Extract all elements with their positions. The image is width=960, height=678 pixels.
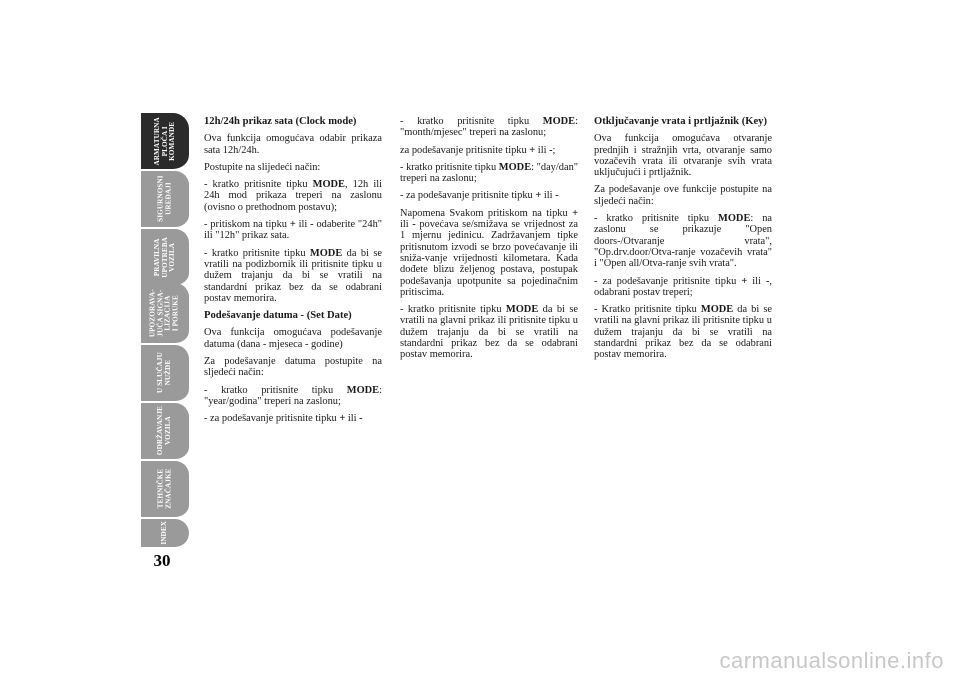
paragraph: Ova funkcija omogućava podešavanje datuma (dana - mjeseca - godine) bbox=[204, 327, 382, 350]
paragraph-note: Napomena Svakom pritiskom na tipku + ili - povećava se/smižava se vrijednost za 1 mjernu jedinicu. Zadržavanjem tipke pritisnutom izvodi se brzo povećavanje ili sniža-vanje vrijednosti kilometara. Kada dođete blizu željenog postava, postupak podešavanja upotpunite sa pojedinačnim pritiscima. bbox=[400, 207, 578, 298]
tab-u-slucaju-nuzde[interactable] bbox=[141, 345, 189, 403]
tab-index[interactable] bbox=[141, 519, 189, 547]
tab-armaturna-ploca[interactable] bbox=[141, 113, 189, 171]
paragraph: - za podešavanje pritisnite tipku + ili - bbox=[204, 413, 363, 425]
paragraph: - Kratko pritisnite tipku MODE da bi se vratili na glavni prikaz ili pritisnite tipku u dužem trajanju da bi se vratili na standardni prikaz bez da se odabrani postav memorira. bbox=[594, 304, 772, 361]
tab-label: UPOZORAVA- JUĆA SIGNA- LIZACIJA I PORUKE bbox=[148, 289, 180, 337]
paragraph: Ova funkcija omogućava odabir prikaza sata 12h/24h. bbox=[204, 133, 382, 156]
tab-label: ARMATURNA PLOČA I KOMANDE bbox=[152, 116, 176, 166]
paragraph: Za podešavanje ove funkcije postupite na sljedeći način: bbox=[594, 184, 772, 207]
heading-set-date: Podešavanje datuma - (Set Date) bbox=[204, 310, 352, 322]
paragraph: - kratko pritisnite tipku MODE: "month/mjesec" treperi na zaslonu; bbox=[400, 116, 578, 139]
paragraph: - za podešavanje pritisnite tipku + ili -, odabrani postav treperi; bbox=[594, 275, 773, 298]
paragraph: Postupite na slijedeći način: bbox=[204, 161, 321, 173]
page-number: 30 bbox=[153, 551, 171, 570]
tab-tehnicke-znacajke[interactable] bbox=[141, 461, 189, 519]
section-tabs bbox=[141, 113, 189, 547]
tab-upozoravajuca-signalizacija[interactable] bbox=[141, 283, 189, 345]
paragraph: - za podešavanje pritisnite tipku + ili - bbox=[400, 190, 559, 202]
tab-pravilna-upotreba[interactable] bbox=[141, 229, 189, 287]
tab-label: INDEX bbox=[160, 521, 169, 545]
heading-key: Otključavanje vrata i prtljažnik (Key) bbox=[594, 116, 768, 127]
tab-label: ODRŽAVANJE VOZILA bbox=[156, 406, 172, 456]
paragraph: - kratko pritisnite tipku MODE: na zaslonu se prikazuje "Open doors-/Otvaranje vrata", "Op.drv.door/Otva-ranje vozačevih vrata" i "Open all/Otva-ranje svih vrata". bbox=[594, 213, 773, 270]
paragraph: - kratko pritisnite tipku MODE: "day/dan" treperi na zaslonu; bbox=[400, 161, 579, 185]
tab-label: U SLUČAJU NUŽDE bbox=[156, 352, 172, 394]
paragraph: za podešavanje pritisnite tipku + ili -; bbox=[400, 144, 556, 156]
column-3 bbox=[594, 116, 772, 367]
column-2 bbox=[400, 116, 578, 367]
tab-label: TEHNIČKE ZNAČAJKE bbox=[156, 468, 172, 510]
paragraph: - kratko pritisnite tipku MODE, 12h ili 24h mod prikaza treperi na zaslonu (ovisno o prethodnom postavu); bbox=[204, 179, 382, 213]
tab-label: PRAVILNA UPOTREBA VOZILA bbox=[152, 236, 176, 278]
paragraph: - kratko pritisnite tipku MODE da bi se vratili na glavni prikaz ili pritisnite tipku u dužem trajanju da bi se vratili na standardni prikaz bez da se odabrani postav memorira. bbox=[400, 304, 578, 361]
paragraph: Ova funkcija omogućava otvaranje prednjih i stražnjih vrta, otvaranje samo vozačevih vrata ili otvaranje svih vrata uključujući i prtljažnik. bbox=[594, 133, 772, 179]
paragraph: - kratko pritisnite tipku MODE: "year/godina" treperi na zaslonu; bbox=[204, 384, 382, 407]
heading-clock-mode: 12h/24h prikaz sata (Clock mode) bbox=[204, 116, 357, 127]
watermark: carmanualsonline.info bbox=[719, 648, 944, 673]
paragraph: - pritiskom na tipku + ili - odaberite "24h" ili "12h" prikaz sata. bbox=[204, 219, 383, 242]
paragraph: - kratko pritisnite tipku MODE da bi se vratili na podizbornik ili pritisnite tipku u dužem trajanju da bi se vratili na standardni prikaz bez da se odabrani postav memorira. bbox=[204, 247, 382, 304]
tab-sigurnosni-uredaji[interactable] bbox=[141, 171, 189, 229]
column-1 bbox=[204, 116, 382, 431]
paragraph: Za podešavanje datuma postupite na sljedeći način: bbox=[204, 356, 382, 379]
tab-label: SIGURNOSNI UREĐAJI bbox=[156, 175, 172, 223]
tab-odrzavanje-vozila[interactable] bbox=[141, 403, 189, 461]
